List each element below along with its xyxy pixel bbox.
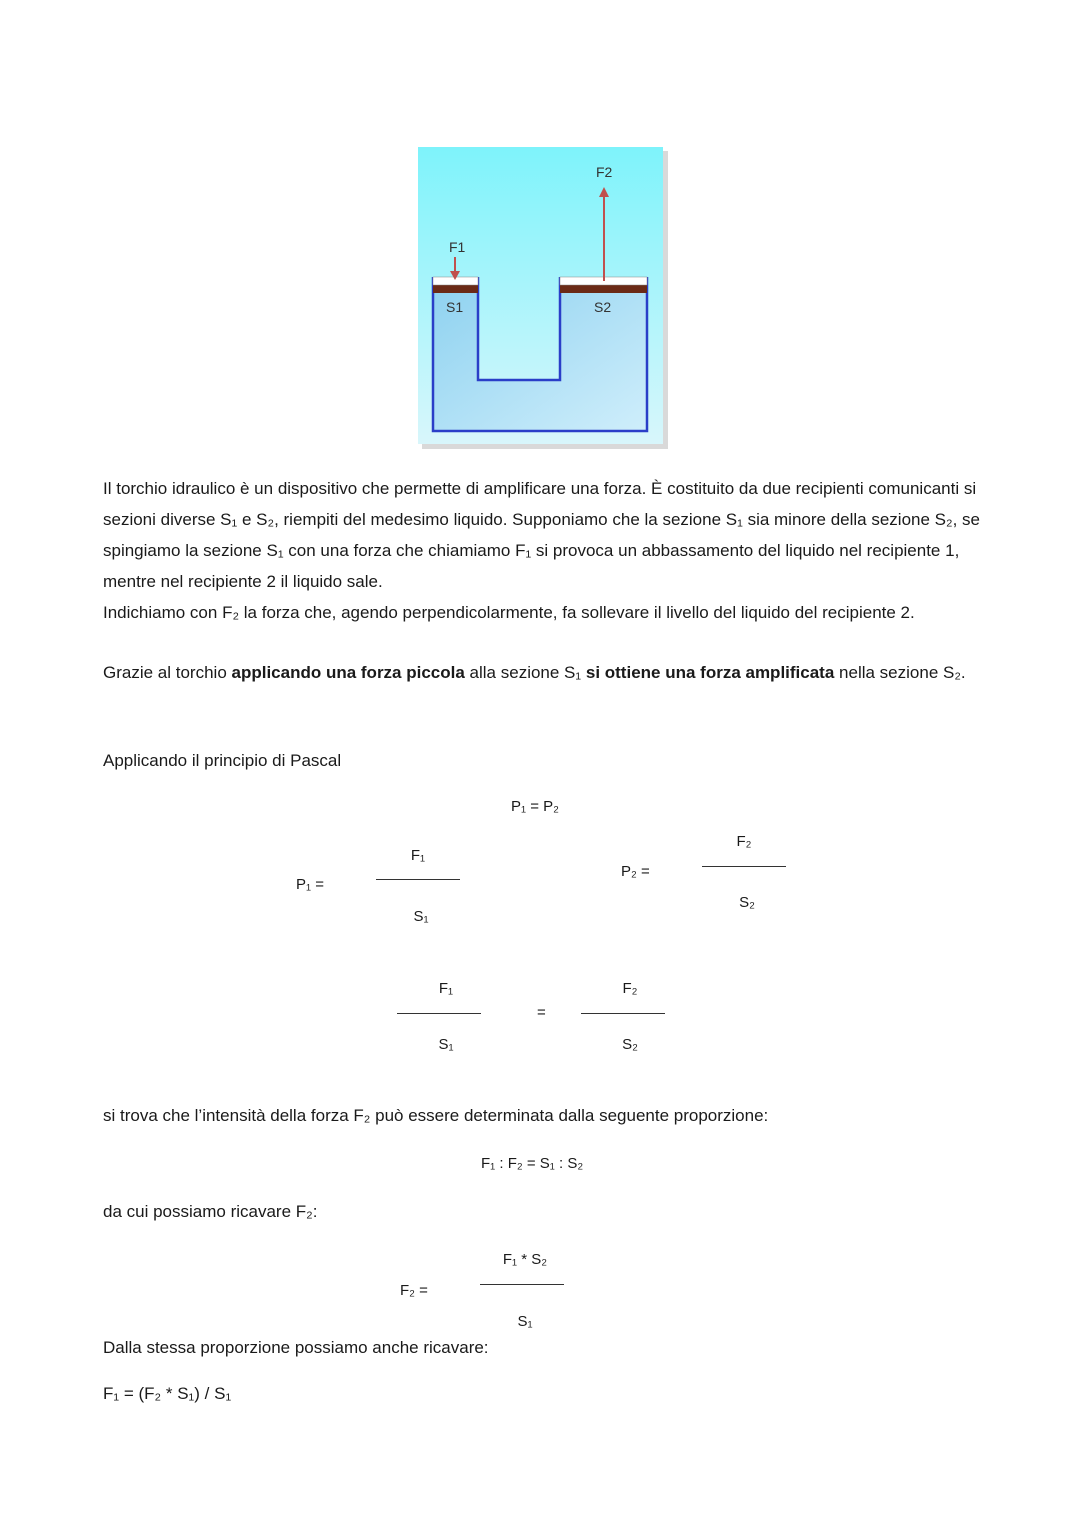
ratio-left-denominator: S₁ (438, 1036, 454, 1053)
paragraph-intro: Il torchio idraulico è un dispositivo che permette di amplificare una forza. È costituito da due recipienti comunicanti si sezioni diverse S₁ e S₂, riempiti del medesimo liquido. Supponiamo che la sezione S₁ sia minore della sezione S₂, se spingiamo la sezione S₁ con una forza che chiamiamo F₁ si provoca un abbassamento del liquido nel recipiente 1, mentre nel recipiente 2 il liquido sale. (103, 479, 981, 591)
hydraulic-press-diagram (418, 147, 668, 449)
paragraph-f2-definition: Indichiamo con F₂ la forza che, agendo perpendicolarmente, fa sollevare il livello del liquido del recipiente 2. (103, 603, 915, 622)
ratio-right-numerator: F₂ (622, 980, 638, 997)
equation-proportion: F₁ : F₂ = S₁ : S₂ (481, 1155, 584, 1172)
text-segment: alla sezione S₁ (464, 663, 586, 682)
bold-amplified-force: si ottiene una forza amplificata (585, 663, 835, 682)
equation-p1-denominator: S₁ (413, 908, 429, 925)
paragraph-pascal: Applicando il principio di Pascal (103, 751, 342, 770)
ratio-right-fraction-line (581, 1013, 665, 1014)
text-segment: Grazie al torchio (103, 663, 232, 682)
equation-f1: F₁ = (F₂ * S₁) / S₁ (103, 1384, 232, 1403)
equation-f2-lhs: F₂ = (400, 1282, 428, 1299)
equation-f2-numerator: F₁ * S₂ (502, 1251, 548, 1268)
equation-f2-fraction-line (480, 1284, 564, 1285)
equation-p1-lhs: P₁ = (296, 876, 324, 893)
ratio-equals-sign: = (537, 1004, 546, 1021)
equation-f2-denominator: S₁ (517, 1313, 533, 1330)
paragraph-solve-f1: Dalla stessa proporzione possiamo anche ricavare: (103, 1338, 489, 1357)
equation-p2-denominator: S₂ (739, 894, 755, 911)
piston-1 (433, 285, 478, 293)
label-s1: S1 (446, 299, 464, 315)
equation-p-equal: P₁ = P₂ (511, 798, 559, 815)
equation-p1-fraction-line (376, 879, 460, 880)
paragraph-amplification (103, 657, 983, 688)
paragraph-proportion-intro: si trova che l’intensità della forza F₂ può essere determinata dalla seguente proporzione: (103, 1106, 769, 1125)
label-s2: S2 (594, 299, 612, 315)
text-segment: nella sezione S₂. (834, 663, 966, 682)
bold-small-force: applicando una forza piccola (231, 663, 465, 682)
ratio-left-numerator: F₁ (438, 980, 454, 997)
label-f1: F1 (449, 239, 466, 255)
equation-p2-numerator: F₂ (736, 833, 752, 850)
equation-p1-numerator: F₁ (410, 847, 426, 864)
paragraph-solve-f2: da cui possiamo ricavare F₂: (103, 1202, 318, 1221)
ratio-right-denominator: S₂ (622, 1036, 638, 1053)
equation-p2-lhs: P₂ = (621, 863, 650, 880)
equation-p2-fraction-line (702, 866, 786, 867)
label-f2: F2 (596, 164, 613, 180)
ratio-left-fraction-line (397, 1013, 481, 1014)
piston-2 (560, 285, 647, 293)
